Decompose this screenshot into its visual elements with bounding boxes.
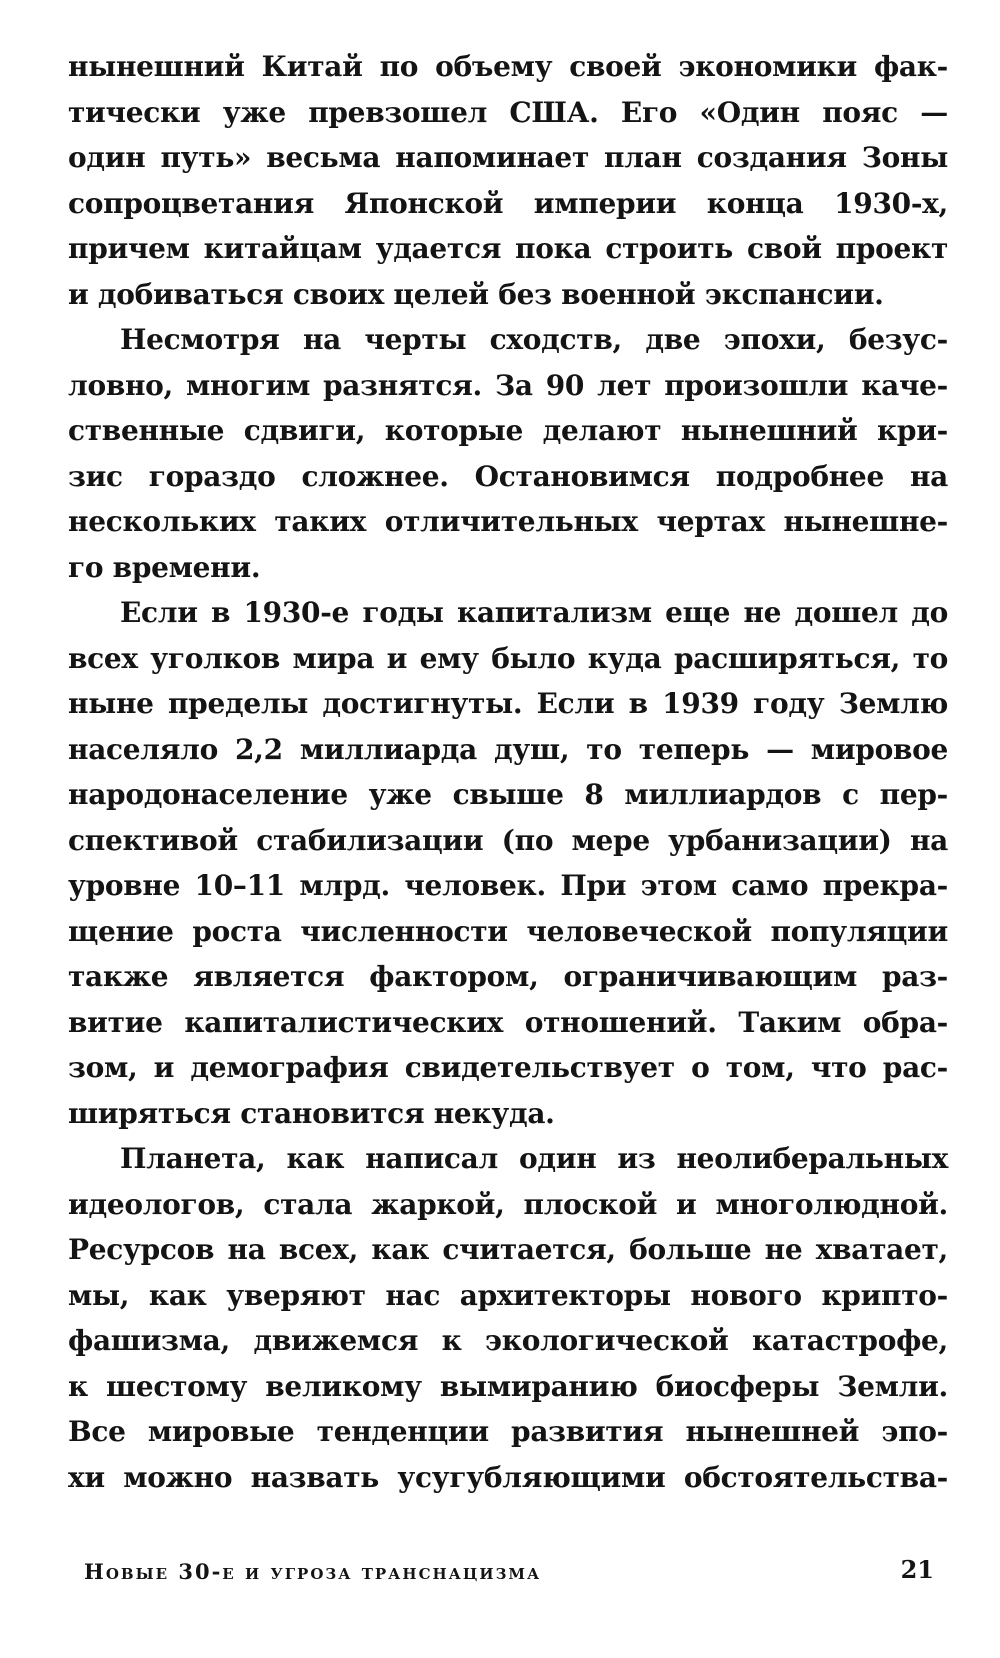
text-line: к шестому великому вымиранию биосферы Земли. — [68, 1369, 948, 1403]
text-line: зис гораздо сложнее. Остановимся подробнее на — [68, 459, 948, 493]
text-line: зом, и демография свидетельствует о том, что рас- — [68, 1051, 948, 1084]
text-line: идеологов, стала жаркой, плоской и многолюдной. — [68, 1187, 948, 1221]
text-line: уровне 10–11 млрд. человек. При этом само прекра- — [68, 869, 948, 902]
text-line: Ресурсов на всех, как считается, больше не хватает, — [68, 1233, 948, 1266]
text-line: витие капиталистических отношений. Таким обра- — [68, 1005, 948, 1039]
text-line: щение роста численности человеческой популяции — [68, 914, 948, 948]
text-line: Планета, как написал один из неолиберальных — [120, 1142, 948, 1175]
text-line: тически уже превзошел США. Его «Один пояс — — [68, 95, 948, 129]
text-line: Несмотря на черты сходств, две эпохи, безус- — [120, 323, 948, 356]
text-line: один путь» весьма напоминает план создания Зоны — [68, 141, 948, 174]
page-footer — [68, 1551, 948, 1591]
body-text — [68, 44, 948, 1500]
text-line: народонаселение уже свыше 8 миллиардов с пер- — [68, 778, 948, 811]
text-line: ловно, многим разнятся. За 90 лет произошли каче- — [68, 368, 948, 402]
text-line: хи можно назвать усугубляющими обстоятельства- — [68, 1460, 948, 1494]
text-line: ственные сдвиги, которые делают нынешний кри- — [68, 414, 948, 447]
text-line: также является фактором, ограничивающим раз- — [68, 960, 948, 993]
text-line: всех уголков мира и ему было куда расширяться, то — [68, 641, 948, 675]
text-line: нынешний Китай по объему своей экономики фак- — [68, 50, 948, 83]
page-number: 21 — [900, 1555, 934, 1584]
text-line: сопроцветания Японской империи конца 1930-х, — [68, 186, 948, 220]
text-line: ныне пределы достигнуты. Если в 1939 году Землю — [68, 687, 948, 720]
text-line: Все мировые тенденции развития нынешней эпо- — [68, 1415, 948, 1448]
text-line: ширяться становится некуда. — [68, 1096, 555, 1130]
text-line: населяло 2,2 миллиарда душ, то теперь — мировое — [68, 732, 948, 766]
text-line: нескольких таких отличительных чертах нынешне- — [68, 505, 948, 538]
text-line: мы, как уверяют нас архитекторы нового крипто- — [68, 1278, 948, 1312]
text-line: Если в 1930-е годы капитализм еще не дошел до — [120, 596, 948, 629]
text-line: причем китайцам удается пока строить свой проект — [68, 232, 948, 265]
text-line: спективой стабилизации (по мере урбанизации) на — [68, 823, 948, 857]
running-title: Новые 30-е и угроза транснацизма — [84, 1559, 542, 1584]
text-line: фашизма, движемся к экологической катастрофе, — [68, 1324, 948, 1357]
text-line: го времени. — [68, 550, 261, 584]
text-line: и добиваться своих целей без военной экспансии. — [68, 277, 884, 311]
